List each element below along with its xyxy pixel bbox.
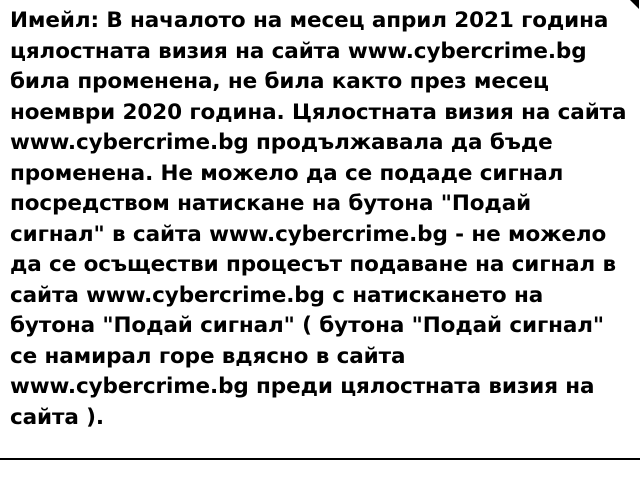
footer-divider: [0, 458, 640, 460]
document-body-text: Имейл: В началото на месец април 2021 година цялостната визия на сайта www.cybercrime.bg била променена, не била както през месец ноември 2020 година. Цялостната визия на сайта www.cybercrime.bg продължавала да бъде променена. Не можело да се подаде сигнал посредством натискане на бутона "Подай сигнал" в сайта www.cybercrime.bg - не можело да се осъществи процесът подаване на сигнал в сайта www.cybercrime.bg с натискането на бутона "Подай сигнал" ( бутона "Подай сигнал" се намирал горе вдясно в сайта www.cybercrime.bg преди цялостната визия на сайта ).: [10, 8, 634, 430]
